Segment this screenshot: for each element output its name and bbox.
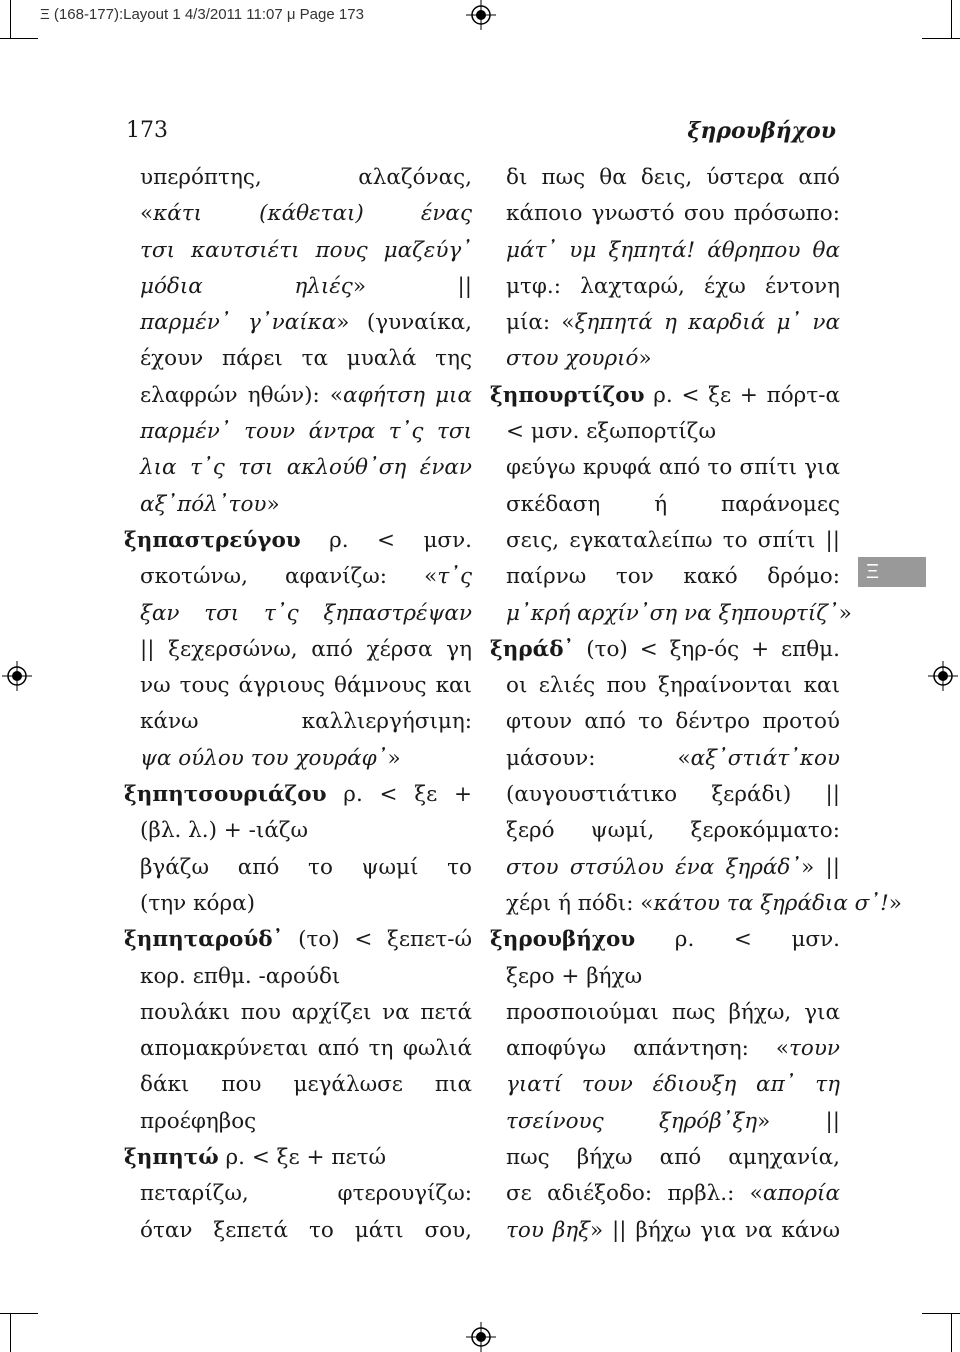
definition-text: »	[266, 491, 280, 517]
headword: ξηπηταρούδ᾽	[124, 927, 284, 953]
text-line	[490, 487, 840, 523]
text-line	[124, 1140, 472, 1176]
text-line	[490, 596, 852, 632]
crop-mark	[951, 1314, 952, 1352]
definition-text: < μσν. εξωπορτίζω	[506, 419, 716, 445]
definition-text: (την κόρα)	[140, 890, 255, 916]
text-line	[124, 341, 472, 377]
text-line	[124, 160, 472, 196]
running-head: ξηρουβήχου	[687, 118, 836, 144]
definition-text: πουλάκι που αρχίζει να πετά	[140, 999, 472, 1025]
definition-text: (βλ. λ.) + -ιάζω	[140, 818, 309, 844]
text-line	[124, 1176, 472, 1212]
definition-text: πεταρίζω, φτερουγίζω:	[140, 1181, 472, 1207]
definition-text: ξερό ψωμί, ξεροκόμματο:	[506, 818, 840, 844]
definition-text: (το) < ξηρ-ός + επθμ.	[586, 636, 840, 662]
definition-text: αποφύγω απάντηση: «	[506, 1036, 790, 1062]
text-line	[490, 741, 840, 777]
example-quote: του βηξ	[506, 1217, 590, 1243]
text-line	[124, 741, 472, 777]
definition-text: (το) < ξεπετ-ώ	[298, 927, 472, 953]
definition-text: υπερόπτης, αλαζόνας,	[140, 165, 472, 190]
definition-text: κορ. επθμ. -αρούδι	[140, 963, 341, 989]
text-line	[124, 777, 472, 813]
definition-text: χέρι ή πόδι: «	[506, 890, 654, 916]
left-column	[124, 160, 472, 1249]
text-line	[124, 450, 472, 486]
definition-text: σκέδαση ή παράνομες	[506, 491, 840, 517]
definition-text: ρ. < ξε + πετώ	[218, 1145, 387, 1171]
definition-text: φτουν από το δέντρο προτού	[506, 709, 840, 735]
definition-text: » ||	[757, 1108, 840, 1134]
text-line	[490, 886, 902, 922]
definition-text: »	[838, 600, 852, 626]
text-line	[490, 450, 840, 486]
example-quote: κάτου τα ξηράδια σ᾽!	[653, 890, 889, 916]
definition-text: κάποιο γνωστό σου πρόσωπο:	[506, 201, 840, 227]
example-quote: τ᾽ς	[437, 564, 472, 590]
example-quote: παρμέν᾽ γ᾽ναίκα	[140, 310, 337, 336]
text-line	[490, 959, 840, 995]
text-line	[124, 886, 472, 922]
text-line	[124, 487, 472, 523]
definition-text: μία: «	[506, 310, 575, 336]
right-column	[490, 160, 902, 1249]
thumb-index-tab: Ξ	[858, 557, 926, 587]
text-line	[124, 632, 472, 668]
definition-text: παίρνω τον κακό δρόμο:	[506, 564, 840, 590]
headword: ξηπουρτίζου	[490, 382, 645, 408]
text-line	[124, 704, 472, 740]
definition-text: οι ελιές που ξηραίνονται και	[506, 673, 840, 699]
page-number: 173	[126, 118, 168, 143]
crop-mark	[0, 1313, 38, 1314]
text-line	[124, 959, 472, 995]
definition-text: ξερο + βήχω	[506, 963, 643, 989]
text-line	[490, 1031, 840, 1067]
crop-mark	[922, 1313, 960, 1314]
text-line	[490, 378, 840, 414]
printer-slug: Ξ (168-177):Layout 1 4/3/2011 11:07 μ Page 173	[40, 6, 364, 23]
definition-text: «	[140, 201, 154, 227]
text-line	[124, 559, 472, 595]
definition-text: » ||	[352, 273, 472, 299]
text-line	[490, 196, 840, 232]
text-line	[490, 1213, 840, 1249]
text-line	[490, 1104, 840, 1140]
definition-text: » (γυναίκα,	[336, 310, 472, 336]
example-quote: γιατί τουν έδιουξη απ᾽ τη	[506, 1072, 840, 1098]
example-quote: κάτι (κάθεται) ένας	[153, 201, 472, 227]
text-line	[124, 305, 472, 341]
definition-text: φεύγω κρυφά από το σπίτι για	[506, 455, 840, 481]
definition-text: νω τους άγριους θάμνους και	[140, 673, 472, 699]
example-quote: αξ᾽στιάτ᾽κου	[690, 745, 840, 771]
definition-text: ρ. < μσν.	[674, 927, 840, 953]
example-quote: μόδια ηλιές	[140, 273, 353, 299]
headword: ξηπητσουριάζου	[124, 782, 327, 808]
text-line	[490, 995, 840, 1031]
definition-text: σε αδιέξοδο: πρβλ.: «	[506, 1181, 763, 1207]
text-line	[124, 523, 472, 559]
text-line	[124, 1213, 472, 1249]
text-line	[124, 995, 472, 1031]
example-quote: ψα ούλου του χουράφ᾽	[140, 745, 388, 771]
definition-text: έχουν πάρει τα μυαλά της	[140, 346, 472, 372]
definition-text: προσποιούμαι πως βήχω, για	[506, 999, 840, 1025]
definition-text: ρ. < μσν.	[329, 527, 472, 553]
definition-text: βγάζω από το ψωμί το	[140, 854, 472, 880]
text-line	[490, 1176, 840, 1212]
text-line	[490, 341, 840, 377]
definition-text: || ξεχερσώνω, από χέρσα γη	[140, 636, 472, 662]
example-quote: τσι καυτσιέτι πους μαζεύγ᾽	[140, 237, 472, 263]
crop-mark	[922, 38, 960, 39]
text-line	[124, 378, 472, 414]
crop-mark	[10, 1314, 11, 1352]
crop-mark	[951, 0, 952, 38]
definition-text: προέφηβος	[140, 1108, 257, 1134]
text-line	[124, 668, 472, 704]
text-line	[490, 813, 840, 849]
definition-text: »	[387, 745, 401, 771]
registration-mark-icon	[928, 661, 958, 691]
definition-text: »	[888, 890, 902, 916]
text-line	[124, 813, 472, 849]
example-quote: απορία	[762, 1181, 840, 1207]
text-line	[490, 850, 840, 886]
text-line	[124, 1067, 472, 1103]
definition-text: » || βήχω για να κάνω	[589, 1217, 840, 1243]
example-quote: μάτ᾽ υμ ξηπητά! άθρηπου θα	[506, 237, 840, 263]
example-quote: στου χουριό	[506, 346, 639, 372]
headword: ξηρουβήχου	[490, 927, 636, 953]
text-line	[490, 160, 840, 196]
definition-text: απομακρύνεται από τη φωλιά	[140, 1036, 472, 1062]
example-quote: ξηπητά η καρδιά μ᾽ να	[574, 310, 840, 336]
text-line	[490, 704, 840, 740]
example-quote: τσείνους ξηρόβ᾽ξη	[506, 1108, 758, 1134]
text-line	[490, 233, 840, 269]
text-line	[490, 922, 840, 958]
text-line	[124, 233, 472, 269]
definition-text: ελαφρών ηθών): «	[140, 382, 344, 408]
definition-text: »	[638, 346, 652, 372]
text-line	[490, 269, 840, 305]
text-line	[490, 559, 840, 595]
definition-text: ρ. < ξε +	[343, 782, 472, 808]
example-quote: στου στσύλου ένα ξηράδ᾽	[506, 854, 802, 880]
definition-text: » ||	[801, 854, 840, 880]
definition-text: δι πως θα δεις, ύστερα από	[506, 165, 840, 190]
text-line	[124, 596, 472, 632]
example-quote: αξ᾽πόλ᾽του	[140, 491, 267, 517]
headword: ξηράδ᾽	[490, 636, 575, 662]
text-line	[490, 1140, 840, 1176]
example-quote: ξαν τσι τ᾽ς ξηπαστρέψαν	[140, 600, 472, 626]
text-line	[490, 1067, 840, 1103]
crop-mark	[0, 38, 38, 39]
definition-text: όταν ξεπετά το μάτι σου,	[140, 1217, 472, 1243]
definition-text: δάκι που μεγάλωσε πια	[140, 1072, 472, 1098]
headword: ξηπητώ	[124, 1145, 219, 1171]
example-quote: λια τ᾽ς τσι ακλούθ᾽ση έναν	[140, 455, 472, 481]
definition-text: (αυγουστιάτικο ξεράδι) ||	[506, 782, 840, 808]
example-quote: τουν	[789, 1036, 840, 1062]
definition-text: κάνω καλλιεργήσιμη:	[140, 709, 472, 735]
text-line	[490, 668, 840, 704]
text-line	[490, 305, 840, 341]
text-line	[124, 414, 472, 450]
text-line	[490, 632, 840, 668]
text-line	[490, 414, 840, 450]
example-quote: μ᾽κρή αρχίν᾽ση να ξηπουρτίζ᾽	[506, 600, 839, 626]
definition-text: πως βήχω από αμηχανία,	[506, 1145, 840, 1171]
text-line	[124, 1031, 472, 1067]
text-line	[124, 922, 472, 958]
text-line	[124, 850, 472, 886]
definition-text: σκοτώνω, αφανίζω: «	[140, 564, 438, 590]
definition-text: σεις, εγκαταλείπω το σπίτι ||	[506, 527, 840, 553]
definition-text: μτφ.: λαχταρώ, έχω έντονη	[506, 273, 840, 299]
text-line	[490, 523, 840, 559]
text-line	[124, 269, 472, 305]
text-line	[490, 777, 840, 813]
definition-text: ρ. < ξε + πόρτ-α	[653, 382, 840, 408]
text-line	[124, 1104, 472, 1140]
registration-mark-icon	[466, 1322, 496, 1352]
example-quote: παρμέν᾽ τουν άντρα τ᾽ς τσι	[140, 419, 472, 445]
registration-mark-icon	[2, 661, 32, 691]
registration-mark-icon	[466, 0, 496, 30]
text-line	[124, 196, 472, 232]
crop-mark	[10, 0, 11, 38]
definition-text: μάσουν: «	[506, 745, 691, 771]
example-quote: αφήτση μια	[343, 382, 472, 408]
headword: ξηπαστρεύγου	[124, 527, 301, 553]
